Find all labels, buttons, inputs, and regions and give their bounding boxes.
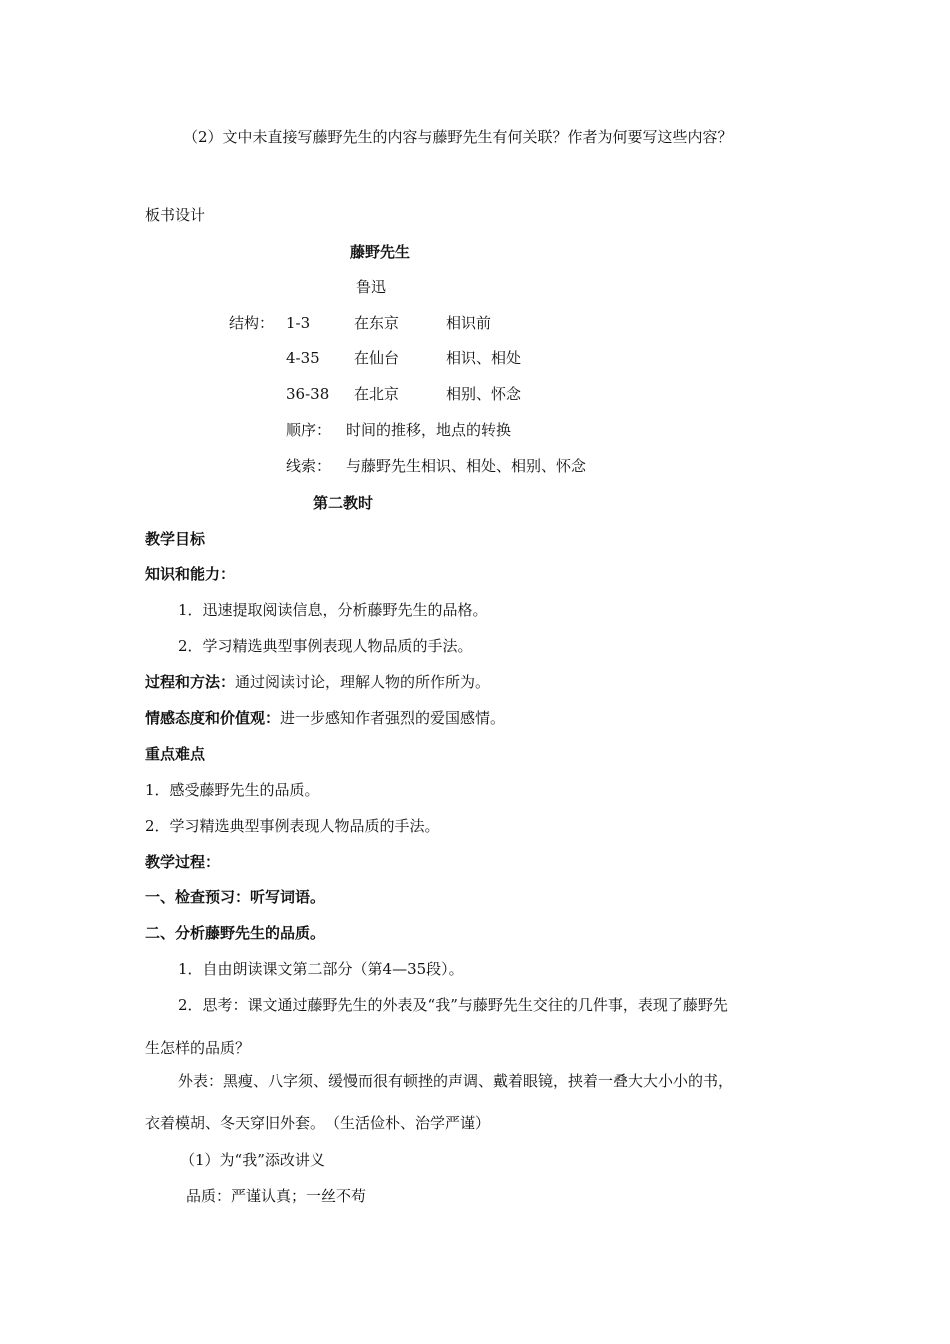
structure-range: 4-35 <box>286 349 320 367</box>
appearance-line-cont: 衣着模胡、冬天穿旧外套。 （生活俭朴、治学严谨） <box>145 1114 491 1132</box>
clue-label: 线索： <box>286 457 332 475</box>
step-2: 二、分析藤野先生的品质。 <box>145 924 326 942</box>
event-1: （1）为“我”添改讲义 <box>180 1151 325 1169</box>
key-item: 1．感受藤野先生的品质。 <box>145 781 320 799</box>
teaching-goals-heading: 教学目标 <box>145 530 206 548</box>
lesson2-title: 第二教时 <box>313 494 374 512</box>
structure-range: 1-3 <box>286 314 311 332</box>
order-text: 时间的推移，地点的转换 <box>346 421 512 439</box>
quality-1: 品质：严谨认真；一丝不苟 <box>186 1187 367 1205</box>
key-item: 2．学习精选典型事例表现人物品质的手法。 <box>145 817 440 835</box>
knowledge-item: 2．学习精选典型事例表现人物品质的手法。 <box>178 637 473 655</box>
structure-range: 36-38 <box>286 385 330 403</box>
board-title: 藤野先生 <box>350 243 411 261</box>
board-design-heading: 板书设计 <box>145 206 206 224</box>
step-2-item-2-cont: 生怎样的品质？ <box>145 1039 251 1057</box>
knowledge-heading: 知识和能力： <box>145 565 236 583</box>
emotion-text: 进一步感知作者强烈的爱国感情。 <box>280 709 506 727</box>
structure-stage: 相识前 <box>446 314 492 332</box>
knowledge-item: 1．迅速提取阅读信息，分析藤野先生的品格。 <box>178 601 488 619</box>
step-2-item-1: 1．自由朗读课文第二部分（第4—35段）。 <box>178 960 464 978</box>
process-text: 通过阅读讨论，理解人物的所作所为。 <box>235 673 491 691</box>
step-2-item-2: 2．思考：课文通过藤野先生的外表及“我”与藤野先生交往的几件事，表现了藤野先 <box>178 996 728 1014</box>
board-author: 鲁迅 <box>356 278 387 296</box>
emotion-label: 情感态度和价值观： <box>145 709 281 727</box>
process-line <box>145 672 490 692</box>
procedure-heading: 教学过程： <box>145 853 221 871</box>
step-1: 一、检查预习：听写词语。 <box>145 888 326 906</box>
structure-label: 结构： <box>229 314 275 332</box>
structure-place: 在仙台 <box>354 349 400 367</box>
structure-stage: 相别、怀念 <box>446 385 522 403</box>
structure-place: 在东京 <box>354 314 400 332</box>
key-points-heading: 重点难点 <box>145 745 206 763</box>
question-2: （2）文中未直接写藤野先生的内容与藤野先生有何关联？作者为何要写这些内容？ <box>183 128 733 146</box>
appearance-line: 外表：黑瘦、八字须、缓慢而很有顿挫的声调、戴着眼镜，挟着一叠大大小小的书， <box>178 1072 734 1090</box>
structure-stage: 相识、相处 <box>446 349 522 367</box>
clue-text: 与藤野先生相识、相处、相别、怀念 <box>346 457 587 475</box>
process-label: 过程和方法： <box>145 673 236 691</box>
structure-place: 在北京 <box>354 385 400 403</box>
emotion-line <box>145 708 505 728</box>
order-label: 顺序： <box>286 421 332 439</box>
